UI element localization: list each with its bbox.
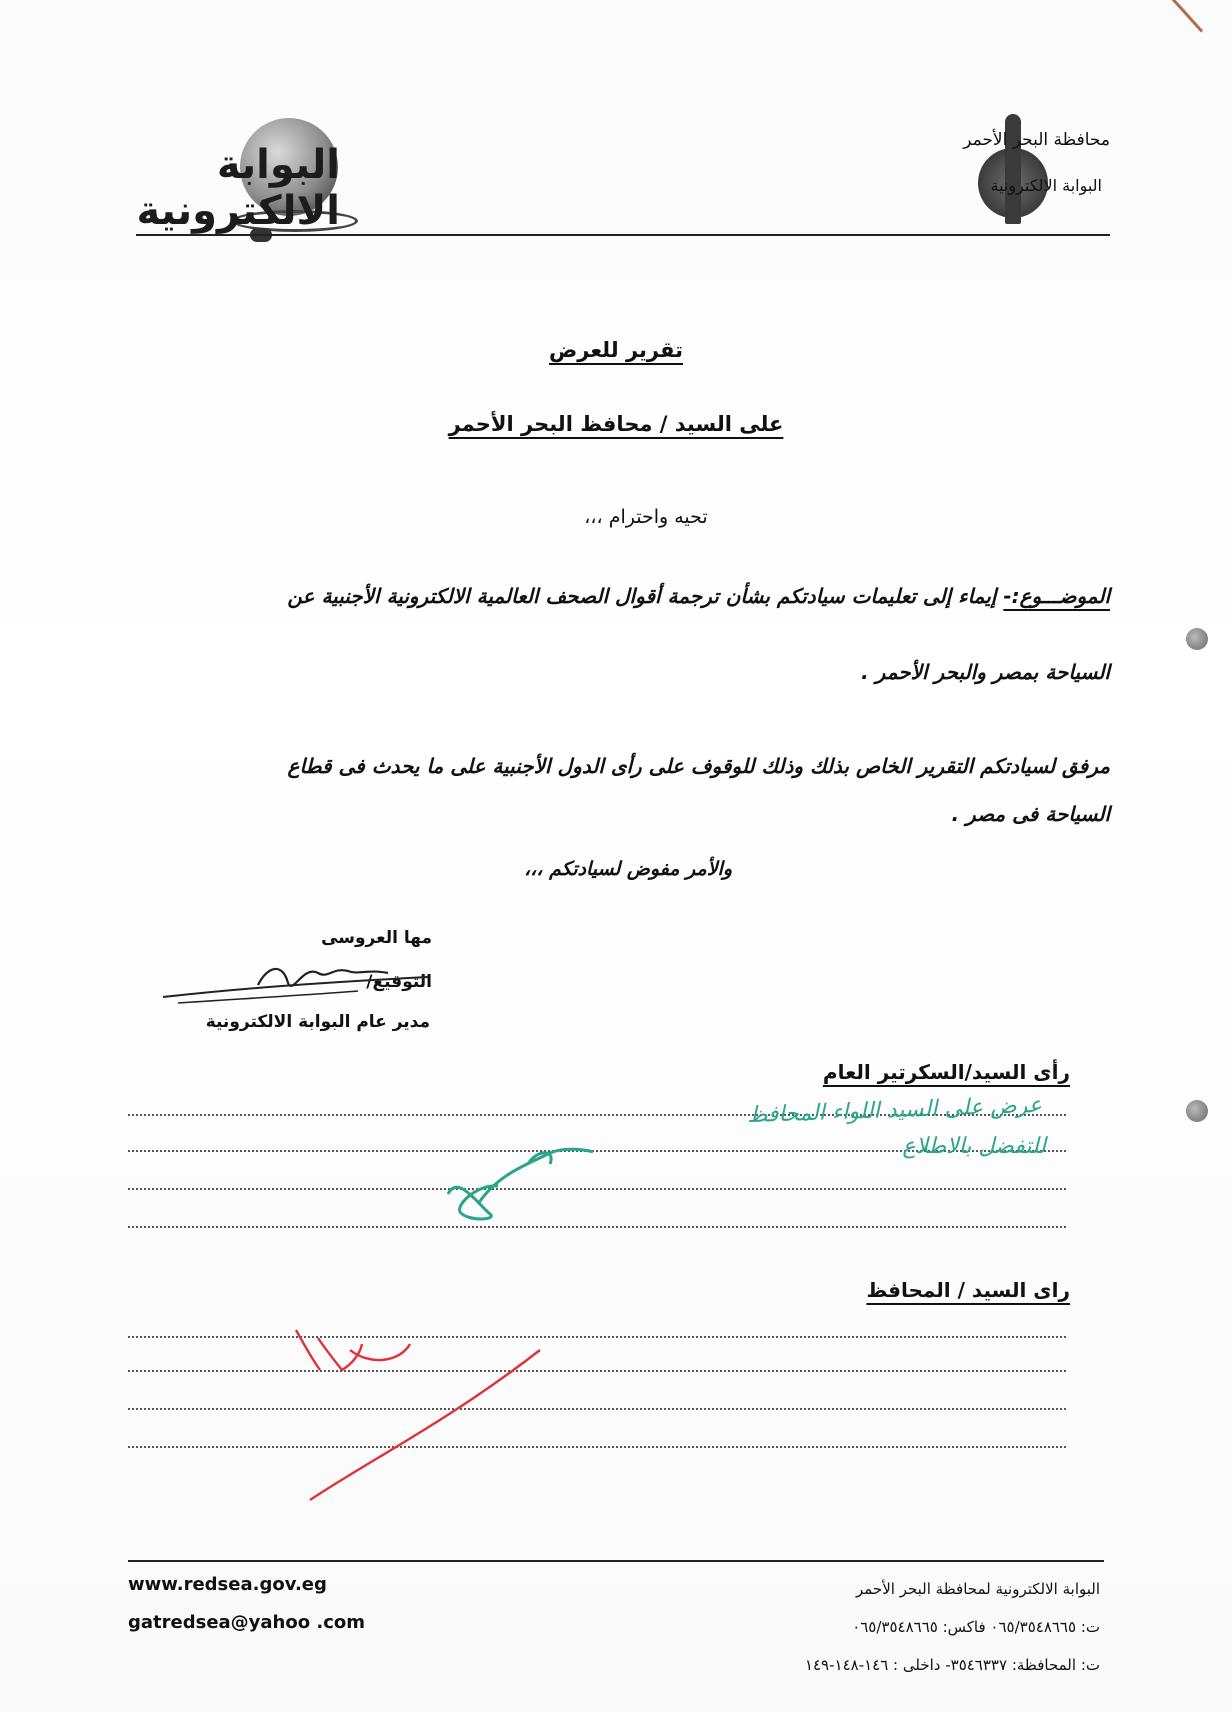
- governor-signature: [290, 1310, 550, 1514]
- logo-text: البوابة الالكترونية: [136, 142, 340, 234]
- attachment-line-2: السياحة فى مصر .: [951, 802, 1110, 826]
- report-addressee: [0, 412, 1232, 436]
- report-title-text: تقرير للعرض: [549, 338, 683, 362]
- subject-line-2: السياحة بمصر والبحر الأحمر .: [861, 660, 1110, 684]
- dotted-line: [128, 1370, 1066, 1372]
- signature-label: التوقيع/: [366, 972, 432, 992]
- closing-line: والأمر مفوض لسيادتكم ،،،: [524, 858, 732, 880]
- handwritten-signature: [158, 955, 438, 1019]
- header-divider: [136, 234, 1110, 236]
- portal-logo: [110, 100, 370, 250]
- report-addressee-text: على السيد / محافظ البحر الأحمر: [448, 412, 784, 436]
- footer-internal: ت: المحافظة: ٣٥٤٦٣٣٧- داخلى : ١٤٦-١٤٨-١٤٩: [804, 1656, 1100, 1674]
- footer-website: www.redsea.gov.eg: [128, 1574, 327, 1595]
- signer-name: مها العروسى: [321, 928, 432, 948]
- dotted-line: [128, 1336, 1066, 1338]
- punch-hole: [1186, 1100, 1208, 1122]
- header-governorate: محافظة البحر الأحمر: [963, 130, 1110, 150]
- subject-line-1: [190, 584, 1110, 608]
- staple-mark: [1154, 0, 1203, 33]
- footer-divider: [128, 1560, 1104, 1562]
- footer-email: gatredsea@yahoo .com: [128, 1612, 365, 1633]
- secretary-note-1: عرض على السيد اللواء المحافظ: [746, 1092, 1043, 1129]
- secretary-initials: [438, 1134, 598, 1228]
- dotted-line: [128, 1408, 1066, 1410]
- signer-title: مدير عام البوابة الالكترونية: [205, 1012, 430, 1032]
- greeting: تحيه واحترام ،،،: [584, 506, 708, 528]
- attachment-line-1: مرفق لسيادتكم التقرير الخاص بذلك وذلك للوقوف على رأى الدول الأجنبية على ما يحدث فى قطاع: [287, 754, 1110, 778]
- footer-phones: ت: ٠٦٥/٣٥٤٨٦٦٥ فاكس: ٠٦٥/٣٥٤٨٦٦٥: [852, 1618, 1100, 1636]
- secretary-note-2: للتفضل بالاطلاع: [902, 1134, 1046, 1159]
- governor-opinion-label: راى السيد / المحافظ: [866, 1278, 1070, 1302]
- secretary-opinion-label: رأى السيد/السكرتير العام: [822, 1060, 1070, 1084]
- subject-label: الموضـــوع:-: [1003, 584, 1110, 608]
- subject-text-1: إيماء إلى تعليمات سيادتكم بشأن ترجمة أقوال الصحف العالمية الالكترونية الأجنبية عن: [287, 584, 997, 608]
- header-portal: البوابة الالكترونية: [990, 176, 1102, 195]
- governorate-emblem: [968, 108, 1058, 230]
- punch-hole: [1186, 628, 1208, 650]
- footer-portal-name: البوابة الالكترونية لمحافظة البحر الأحمر: [855, 1580, 1100, 1598]
- report-title: [0, 338, 1232, 362]
- dotted-line: [128, 1446, 1066, 1448]
